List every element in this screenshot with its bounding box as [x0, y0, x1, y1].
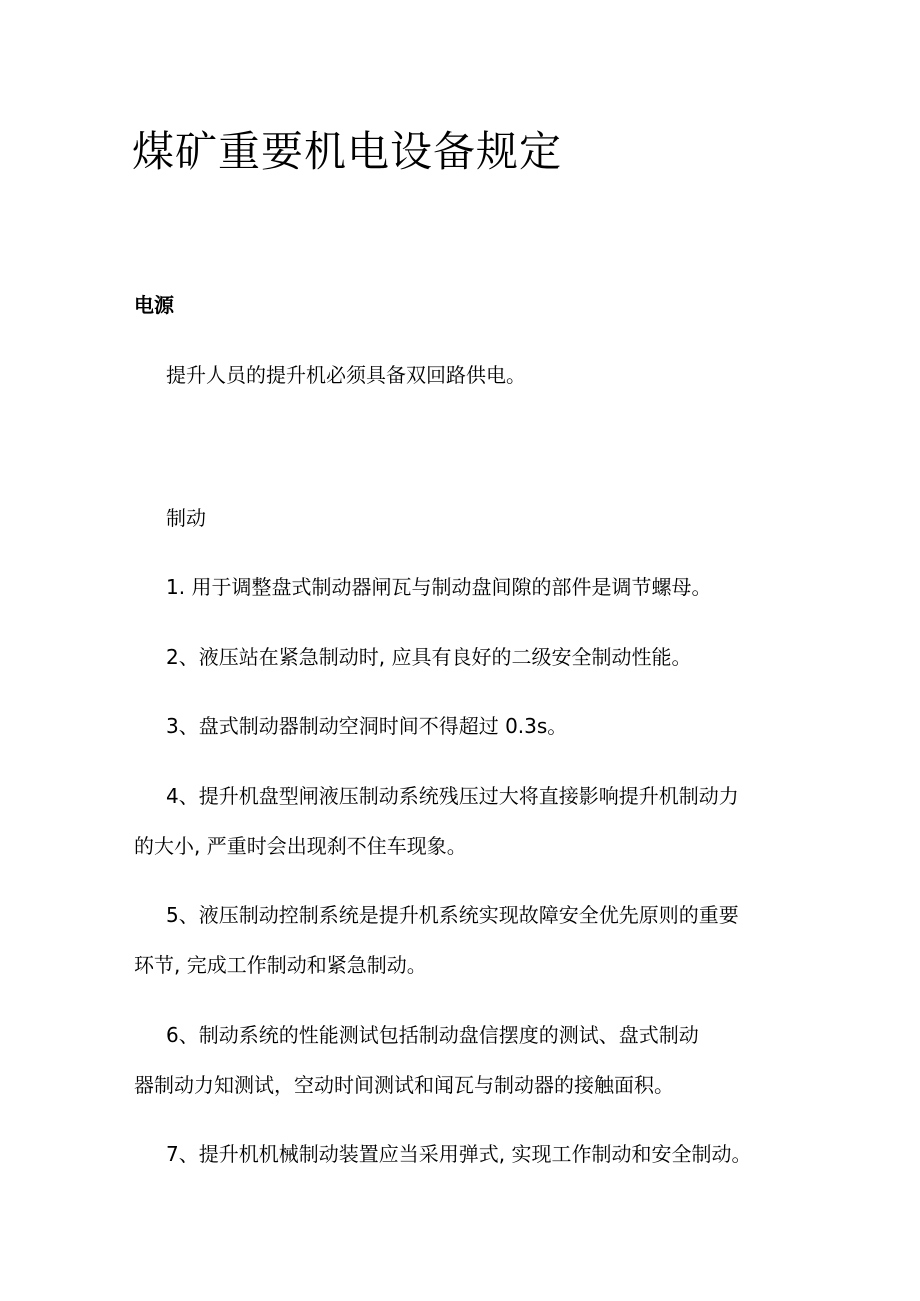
brake-item-4-line-1: 4、提升机盘型闸液压制动系统残压过大将直接影响提升机制动力 [166, 784, 739, 808]
document-title: 煤矿重要机电设备规定 [132, 127, 563, 176]
power-paragraph: 提升人员的提升机必须具备双回路供电。 [166, 363, 526, 387]
brake-item-3: 3、盘式制动器制动空洞时间不得超过 0.3s。 [166, 714, 568, 738]
section-heading-power: 电源 [134, 293, 174, 317]
brake-item-6-line-2: 器制动力知测试，空动时间测试和闻瓦与制动器的接触面积。 [134, 1073, 674, 1097]
brake-item-4-line-2: 的大小, 严重时会出现刹不住车现象。 [134, 834, 467, 858]
brake-item-6-line-1: 6、制动系统的性能测试包括制动盘信摆度的测试、盘式制动 [166, 1023, 699, 1047]
section-heading-brake: 制动 [166, 506, 206, 530]
brake-item-7: 7、提升机机械制动装置应当采用弹式, 实现工作制动和安全制动。 [166, 1142, 752, 1166]
brake-item-2: 2、液压站在紧急制动时, 应具有良好的二级安全制动性能。 [166, 645, 692, 669]
brake-item-5-line-1: 5、液压制动控制系统是提升机系统实现故障安全优先原则的重要 [166, 903, 739, 927]
brake-item-5-line-2: 环节, 完成工作制动和紧急制动。 [134, 953, 427, 977]
brake-item-1: 1. 用于调整盘式制动器闸瓦与制动盘间隙的部件是调节螺母。 [166, 575, 712, 599]
